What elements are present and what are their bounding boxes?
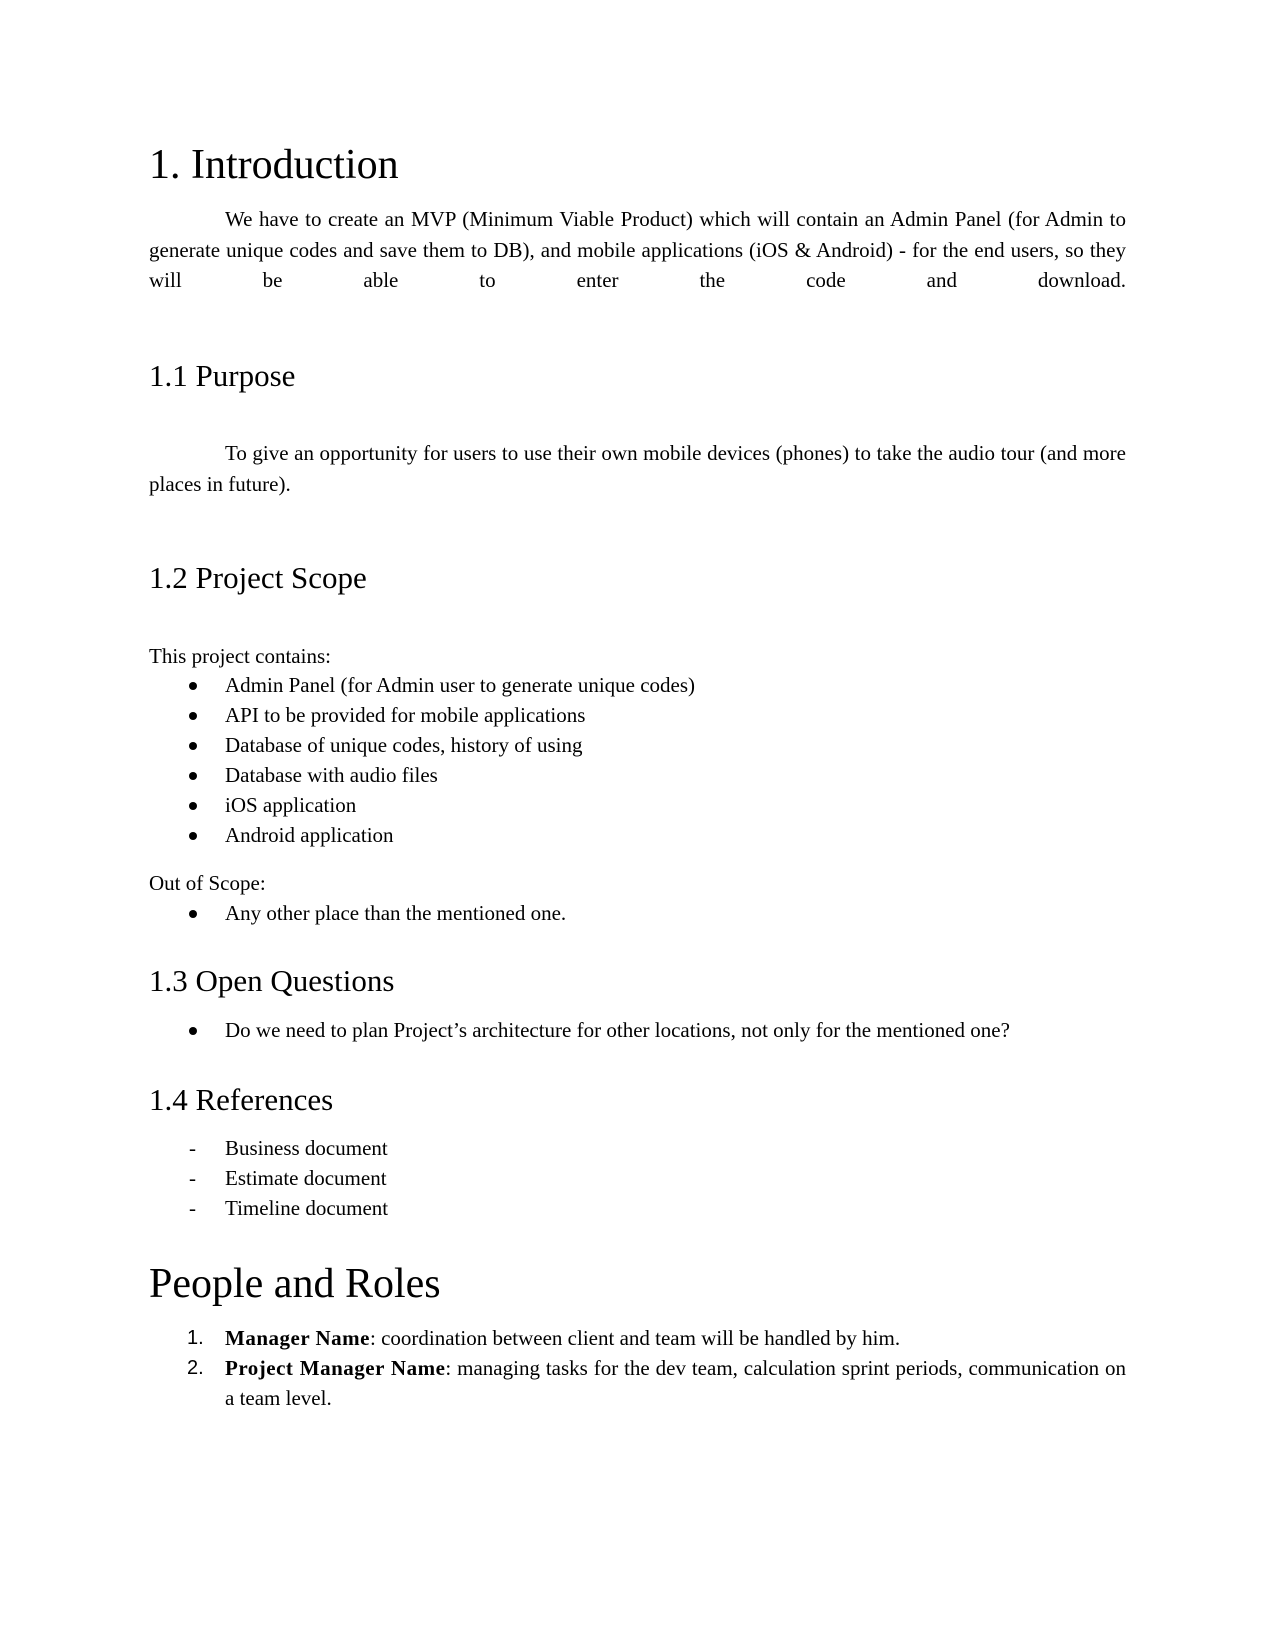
list-item: Database of unique codes, history of using [149,730,1126,760]
role-name: Project Manager Name [225,1356,446,1380]
dash-marker: - [189,1166,196,1190]
bullet-icon [189,832,197,840]
scope-heading: 1.2 Project Scope [149,560,367,595]
list-item: API to be provided for mobile applications [149,700,1126,730]
role-description: : managing tasks for the dev team, calculation sprint periods, communication on a team level. [225,1356,1126,1410]
scope-contains-label: This project contains: [149,644,331,668]
list-item: Do we need to plan Project’s architecture for other locations, not only for the mentioned one? [149,1015,1126,1045]
bullet-icon [189,802,197,810]
role-description: : coordination between client and team will be handled by him. [370,1326,901,1350]
list-item: Admin Panel (for Admin user to generate unique codes) [149,670,1126,700]
people-roles-heading: People and Roles [149,1261,441,1307]
list-item: - Business document [149,1133,1126,1163]
bullet-icon [189,910,197,918]
bullet-icon [189,682,197,690]
list-number: 2. [187,1357,204,1379]
list-item [149,1323,1126,1353]
scope-out-list [149,898,1126,928]
list-item [149,1353,1126,1413]
dash-marker: - [189,1196,196,1220]
references-list [149,1133,1126,1223]
bullet-icon [189,772,197,780]
role-name: Manager Name [225,1326,370,1350]
list-item: Android application [149,820,1126,850]
list-number: 1. [187,1327,204,1349]
bullet-icon [189,712,197,720]
list-item: Any other place than the mentioned one. [149,898,1126,928]
list-item: - Estimate document [149,1163,1126,1193]
list-item: iOS application [149,790,1126,820]
roles-list [149,1323,1126,1413]
open-questions-heading: 1.3 Open Questions [149,963,395,998]
scope-contains-list [149,670,1126,850]
bullet-icon [189,742,197,750]
bullet-icon [189,1027,197,1035]
scope-out-label: Out of Scope: [149,871,266,895]
introduction-paragraph: We have to create an MVP (Minimum Viable Product) which will contain an Admin Panel (for Admin to generate unique codes and save them to DB), and mobile applications (iOS & Android) - for the end users, so they will be able to enter the code and download. [149,207,1126,292]
open-questions-list [149,1015,1126,1045]
purpose-heading: 1.1 Purpose [149,358,296,393]
list-item: - Timeline document [149,1193,1126,1223]
list-item: Database with audio files [149,760,1126,790]
document-page [149,0,1126,1650]
introduction-heading: 1. Introduction [149,142,399,188]
dash-marker: - [189,1136,196,1160]
references-heading: 1.4 References [149,1082,334,1117]
purpose-paragraph: To give an opportunity for users to use their own mobile devices (phones) to take the audio tour (and more places in future). [149,441,1126,496]
